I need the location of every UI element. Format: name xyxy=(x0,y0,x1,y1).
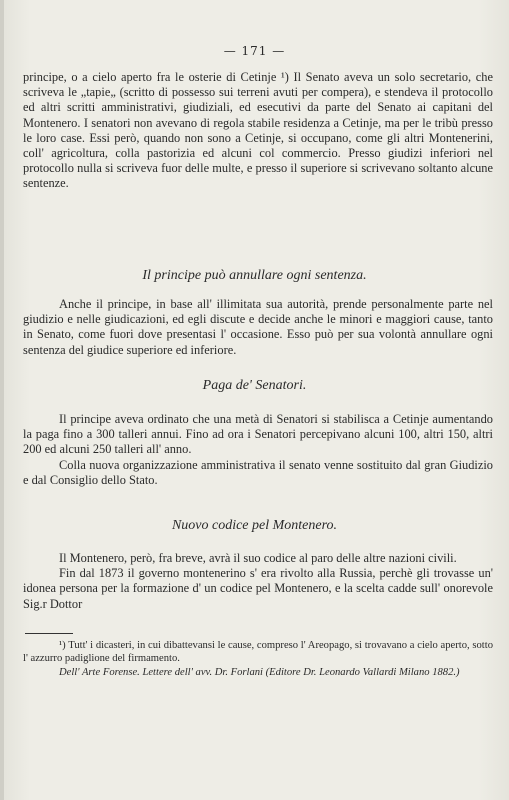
paragraph-text: Il principe aveva ordinato che una metà di Senatori si stabilisca a Cetinje aumentando la paga fino a 300 talleri annui. Fino ad ora i Senatori percepivano alcuni 100, altri 150, altri 200 ed alcuni 250 talleri all' anno. xyxy=(23,412,493,457)
page-number: — 171 — xyxy=(223,44,286,58)
paragraph-text: Fin dal 1873 il governo montenerino s' era rivolto alla Russia, perchè gli trovasse un' idonea persona per la formazione d' un codice pel Montenero, e la scelta cadde sull' onorevole Sig.r Dottor xyxy=(23,566,493,611)
footnote-text: ¹) Tutt' i dicasteri, in cui dibattevansi le cause, compreso l' Areopago, si trovavano a cielo aperto, sotto l' azzurro padiglione del firmamento. xyxy=(23,640,493,665)
paragraph-pay xyxy=(23,412,493,488)
section-heading-pay: Paga de' Senatori. xyxy=(202,378,307,393)
section-heading-prince: Il principe può annullare ogni sentenza. xyxy=(142,268,367,283)
footnote-citation: Dell' Arte Forense. Lettere dell' avv. Dr. Forlani (Editore Dr. Leonardo Vallardi Milano 1882.) xyxy=(59,666,460,678)
page-edge xyxy=(0,0,4,800)
footnote-rule xyxy=(25,633,73,634)
paragraph-text: Il Montenero, però, fra breve, avrà il suo codice al paro delle altre nazioni civili. xyxy=(59,551,457,565)
paragraph-text: Anche il principe, in base all' illimitata sua autorità, prende personalmente parte nel giudizio e nelle giudicazioni, ed egli discute e decide anche le minori e maggiori cause, tanto in Senato, come fuori dove presentasi l' occasione. Esso può per sua volontà annullare ogni sentenza del giudice superiore ed inferiore. xyxy=(23,297,493,357)
paragraph-code xyxy=(23,551,493,612)
footnote xyxy=(23,639,493,679)
paragraph-prince xyxy=(23,297,493,358)
paragraph-text: principe, o a cielo aperto fra le osterie di Cetinje ¹) Il Senato aveva un solo secretario, che scriveva le „tapie„ (scritto di possesso sui terreni avuti per compera), e stendeva il protocollo ed altri scritti amministrativi, giudiziali, ed esecutivi da parte del Senato ai capitani del Montenero. I senatori non avevano di regola stabile residenza a Cetinje, ma per le tribù presso le loro case. Essi però, quando non sono a Cetinje, si occupano, come gli altri Montenerini, coll' agricoltura, colla pastorizia ed alcuni col commercio. Presso giudizi inferiori nel protocollo nulla si scriveva fuor delle multe, e presso il superiore si scrivevano soltanto alcune sentenze. xyxy=(23,70,493,191)
paragraph-text: Colla nuova organizzazione amministrativa il senato venne sostituito dal gran Giudizio e dal Consiglio dello Stato. xyxy=(23,457,493,487)
paragraph-senate xyxy=(23,70,493,192)
section-heading-code: Nuovo codice pel Montenero. xyxy=(171,518,338,533)
